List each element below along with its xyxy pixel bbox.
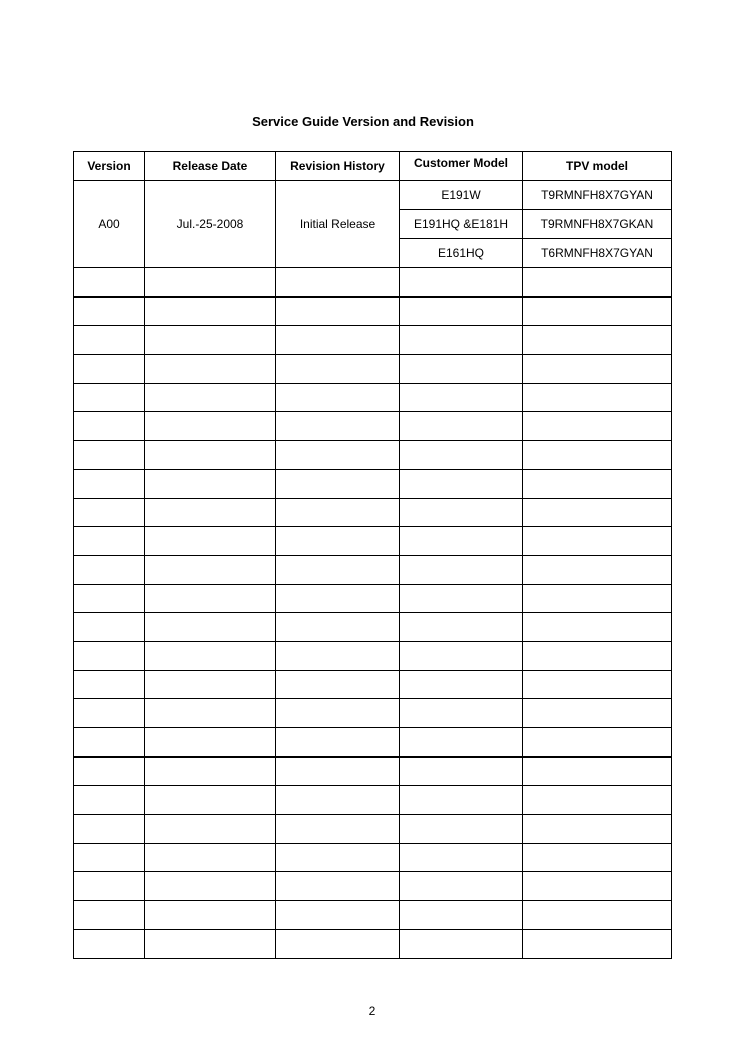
empty-table-row (74, 469, 672, 498)
empty-cell (276, 815, 400, 844)
empty-cell (74, 555, 145, 584)
page-number: 2 (368, 1004, 376, 1018)
empty-cell (400, 872, 523, 901)
cell-tpv-model: T9RMNFH8X7GKAN (523, 210, 672, 239)
empty-cell (523, 699, 672, 728)
header-customer-model (400, 152, 523, 181)
empty-cell (74, 412, 145, 441)
header-tpv-model: TPV model (523, 152, 672, 181)
empty-cell (74, 872, 145, 901)
empty-table-row (74, 670, 672, 699)
empty-cell (74, 786, 145, 815)
empty-cell (276, 641, 400, 670)
empty-cell (523, 728, 672, 757)
header-version: Version (74, 152, 145, 181)
empty-cell (523, 929, 672, 958)
revision-table (73, 151, 672, 959)
empty-cell (523, 757, 672, 786)
empty-cell (145, 412, 276, 441)
empty-table-row (74, 872, 672, 901)
header-customer-model-label: Customer Model (413, 156, 508, 170)
cell-customer-model: E191HQ &E181H (400, 210, 523, 239)
empty-cell (400, 383, 523, 412)
empty-cell (400, 757, 523, 786)
empty-table-row (74, 498, 672, 527)
empty-cell (276, 786, 400, 815)
empty-cell (523, 527, 672, 556)
empty-cell (276, 613, 400, 642)
empty-cell (145, 728, 276, 757)
empty-cell (400, 641, 523, 670)
empty-cell (523, 872, 672, 901)
cell-tpv-model: T6RMNFH8X7GYAN (523, 239, 672, 268)
empty-cell (145, 441, 276, 470)
empty-cell (276, 441, 400, 470)
empty-cell (276, 555, 400, 584)
empty-table-row (74, 901, 672, 930)
empty-cell (276, 412, 400, 441)
empty-cell (145, 498, 276, 527)
empty-cell (74, 297, 145, 326)
empty-table-row (74, 355, 672, 384)
empty-cell (276, 670, 400, 699)
empty-cell (523, 412, 672, 441)
empty-cell (276, 268, 400, 297)
empty-cell (276, 843, 400, 872)
empty-cell (523, 670, 672, 699)
empty-cell (74, 268, 145, 297)
cell-customer-model: E161HQ (400, 239, 523, 268)
empty-cell (276, 699, 400, 728)
empty-cell (276, 901, 400, 930)
empty-cell (74, 355, 145, 384)
empty-cell (74, 584, 145, 613)
empty-cell (74, 641, 145, 670)
empty-cell (523, 326, 672, 355)
empty-cell (74, 498, 145, 527)
empty-cell (145, 326, 276, 355)
empty-cell (145, 268, 276, 297)
empty-cell (523, 498, 672, 527)
empty-cell (523, 843, 672, 872)
empty-cell (276, 584, 400, 613)
empty-cell (523, 786, 672, 815)
empty-cell (523, 383, 672, 412)
empty-cell (400, 728, 523, 757)
cell-customer-model: E191W (400, 181, 523, 210)
empty-cell (145, 584, 276, 613)
empty-cell (400, 555, 523, 584)
empty-cell (400, 815, 523, 844)
empty-cell (145, 815, 276, 844)
empty-cell (145, 929, 276, 958)
table-header-row (74, 152, 672, 181)
empty-cell (74, 326, 145, 355)
empty-table-row (74, 412, 672, 441)
empty-cell (74, 527, 145, 556)
empty-table-row (74, 383, 672, 412)
empty-table-row (74, 297, 672, 326)
empty-table-row (74, 326, 672, 355)
empty-table-row (74, 699, 672, 728)
empty-cell (400, 355, 523, 384)
empty-cell (276, 929, 400, 958)
empty-cell (74, 441, 145, 470)
empty-cell (400, 843, 523, 872)
empty-table-row (74, 613, 672, 642)
empty-table-row (74, 929, 672, 958)
empty-cell (400, 929, 523, 958)
empty-cell (145, 757, 276, 786)
empty-table-row (74, 268, 672, 297)
empty-cell (74, 815, 145, 844)
empty-cell (400, 469, 523, 498)
empty-cell (276, 757, 400, 786)
empty-cell (400, 412, 523, 441)
empty-table-row (74, 815, 672, 844)
empty-cell (145, 469, 276, 498)
empty-cell (276, 872, 400, 901)
empty-cell (276, 498, 400, 527)
empty-table-row (74, 527, 672, 556)
empty-cell (523, 355, 672, 384)
empty-cell (523, 901, 672, 930)
header-release-date: Release Date (145, 152, 276, 181)
empty-cell (276, 527, 400, 556)
empty-cell (523, 815, 672, 844)
empty-cell (145, 699, 276, 728)
cell-tpv-model: T9RMNFH8X7GYAN (523, 181, 672, 210)
empty-cell (400, 613, 523, 642)
empty-cell (276, 297, 400, 326)
empty-cell (400, 441, 523, 470)
empty-cell (400, 326, 523, 355)
empty-cell (400, 268, 523, 297)
empty-cell (74, 613, 145, 642)
empty-cell (276, 383, 400, 412)
empty-cell (400, 786, 523, 815)
cell-version: A00 (74, 181, 145, 268)
empty-cell (145, 843, 276, 872)
empty-cell (74, 469, 145, 498)
empty-cell (400, 584, 523, 613)
empty-cell (74, 843, 145, 872)
empty-table-row (74, 555, 672, 584)
header-revision-history: Revision History (276, 152, 400, 181)
empty-cell (145, 670, 276, 699)
empty-cell (276, 355, 400, 384)
empty-cell (276, 728, 400, 757)
empty-cell (523, 613, 672, 642)
empty-cell (400, 670, 523, 699)
cell-release-date: Jul.-25-2008 (145, 181, 276, 268)
empty-cell (74, 699, 145, 728)
empty-cell (145, 555, 276, 584)
cell-revision-history: Initial Release (276, 181, 400, 268)
empty-cell (523, 555, 672, 584)
empty-cell (145, 872, 276, 901)
empty-cell (276, 326, 400, 355)
empty-cell (74, 901, 145, 930)
empty-table-row (74, 441, 672, 470)
empty-cell (523, 441, 672, 470)
empty-table-row (74, 757, 672, 786)
empty-cell (400, 527, 523, 556)
empty-cell (276, 469, 400, 498)
empty-table-row (74, 728, 672, 757)
empty-cell (523, 584, 672, 613)
empty-table-row (74, 584, 672, 613)
empty-cell (145, 383, 276, 412)
empty-cell (400, 297, 523, 326)
empty-cell (523, 641, 672, 670)
empty-cell (74, 757, 145, 786)
empty-cell (145, 297, 276, 326)
empty-cell (523, 268, 672, 297)
empty-cell (145, 527, 276, 556)
empty-table-row (74, 843, 672, 872)
empty-cell (74, 929, 145, 958)
empty-cell (400, 699, 523, 728)
empty-cell (523, 297, 672, 326)
empty-cell (400, 901, 523, 930)
table-row (74, 181, 672, 210)
empty-cell (145, 355, 276, 384)
empty-table-row (74, 641, 672, 670)
empty-table-row (74, 786, 672, 815)
empty-cell (74, 670, 145, 699)
empty-cell (145, 786, 276, 815)
empty-cell (523, 469, 672, 498)
empty-cell (400, 498, 523, 527)
empty-cell (74, 383, 145, 412)
empty-cell (145, 901, 276, 930)
empty-cell (74, 728, 145, 757)
empty-cell (145, 613, 276, 642)
empty-cell (145, 641, 276, 670)
page-title: Service Guide Version and Revision (252, 114, 474, 129)
